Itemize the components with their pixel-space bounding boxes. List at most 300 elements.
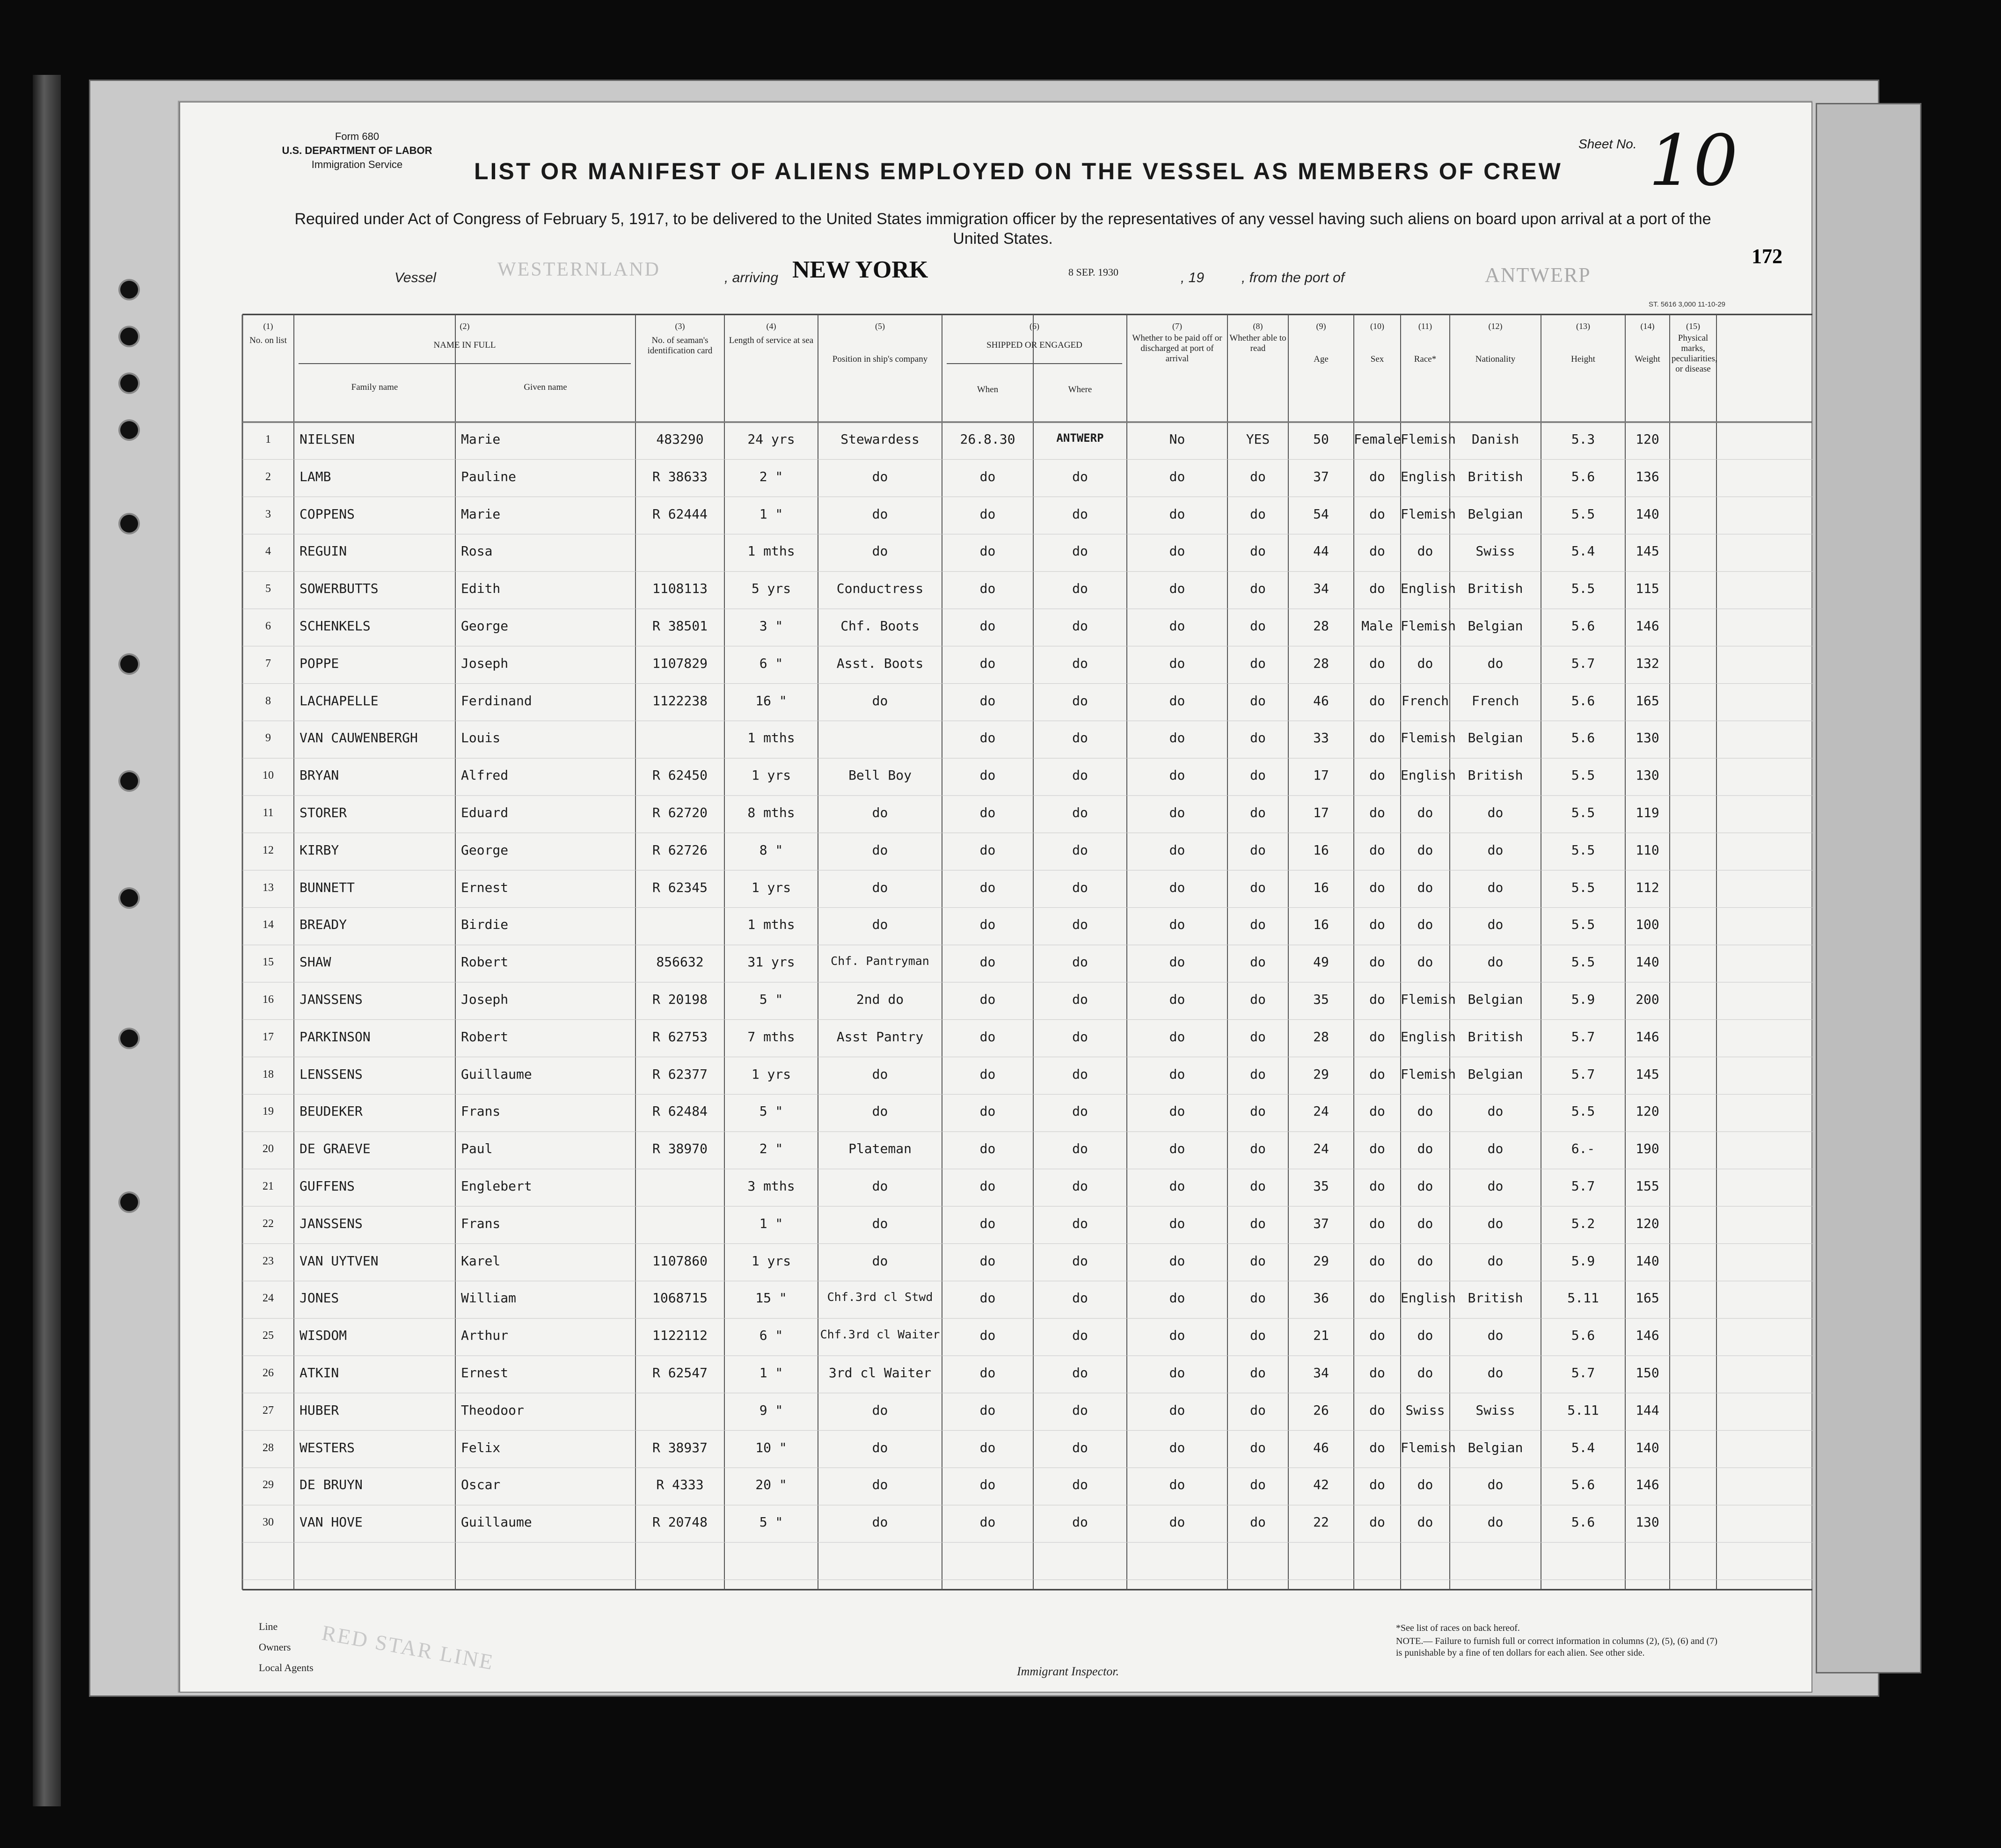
id-card: 1108113 [652, 581, 708, 597]
shipped-where: do [1072, 1328, 1088, 1344]
shipped-where: ANTWERP [1056, 431, 1104, 445]
position: Plateman [848, 1141, 912, 1157]
paid-off: do [1169, 954, 1185, 970]
nationality: do [1487, 1253, 1504, 1269]
sex: do [1369, 581, 1385, 597]
weight: 200 [1636, 992, 1659, 1007]
id-card: R 38501 [652, 618, 708, 634]
able-to-read: do [1250, 879, 1266, 895]
age: 37 [1313, 468, 1329, 484]
row-number: 29 [263, 1479, 274, 1491]
service-length: 2 " [759, 1141, 783, 1157]
column-header: Family name [351, 382, 398, 392]
service-length: 6 " [759, 1328, 783, 1344]
column-header: No. on list [249, 336, 287, 345]
row-number: 30 [263, 1516, 274, 1529]
height: 5.5 [1571, 767, 1595, 783]
position: do [872, 842, 888, 858]
family-name: VAN HOVE [299, 1514, 363, 1530]
position: do [872, 1103, 888, 1119]
row-number: 25 [263, 1329, 274, 1342]
able-to-read: do [1250, 1290, 1266, 1306]
nationality: do [1487, 1328, 1504, 1344]
family-name: BEUDEKER [299, 1103, 363, 1119]
manifest-page [178, 101, 1812, 1693]
nationality: British [1468, 468, 1523, 484]
service-length: 1 " [759, 1365, 783, 1381]
shipped-when: do [979, 1215, 996, 1231]
family-name: WISDOM [299, 1328, 347, 1344]
given-name: Frans [461, 1215, 501, 1231]
shipped-where: do [1072, 1215, 1088, 1231]
service-length: 8 " [759, 842, 783, 858]
height: 5.7 [1571, 1066, 1595, 1082]
service-length: 5 " [759, 992, 783, 1007]
id-card: R 20198 [652, 992, 708, 1007]
weight: 146 [1636, 1477, 1659, 1493]
given-name: Ernest [461, 879, 509, 895]
shipped-when: do [979, 842, 996, 858]
print-code: ST. 5616 3,000 11-10-29 [1649, 300, 1726, 308]
arriving-label: , arriving [724, 270, 779, 285]
punch-hole [120, 515, 138, 533]
able-to-read: do [1250, 1103, 1266, 1119]
age: 29 [1313, 1253, 1329, 1269]
able-to-read: do [1250, 1178, 1266, 1194]
given-name: Ernest [461, 1365, 509, 1381]
id-card: 1107829 [652, 655, 708, 671]
owners-label: Owners [259, 1641, 291, 1653]
service-length: 31 yrs [747, 954, 795, 970]
service-length: 3 " [759, 618, 783, 634]
weight: 144 [1636, 1402, 1659, 1418]
id-card: 483290 [656, 431, 704, 447]
age: 29 [1313, 1066, 1329, 1082]
nationality: do [1487, 954, 1504, 970]
row-number: 11 [263, 807, 274, 819]
age: 16 [1313, 917, 1329, 933]
age: 54 [1313, 506, 1329, 522]
race: do [1417, 1103, 1433, 1119]
shipped-when: do [979, 655, 996, 671]
service-length: 1 mths [747, 917, 795, 933]
given-name: Paul [461, 1141, 493, 1157]
shipped-when: do [979, 1514, 996, 1530]
row-number: 23 [263, 1255, 274, 1267]
nationality: Belgian [1468, 1066, 1523, 1082]
column-number: (8) [1253, 321, 1263, 331]
position: do [872, 1402, 888, 1418]
id-card: R 62726 [652, 842, 708, 858]
height: 5.7 [1571, 655, 1595, 671]
shipped-when: do [979, 1103, 996, 1119]
family-name: PARKINSON [299, 1029, 371, 1045]
service-length: 15 " [755, 1290, 787, 1306]
service-length: 1 " [759, 506, 783, 522]
punch-hole [120, 281, 138, 299]
given-name: Karel [461, 1253, 501, 1269]
family-name: KIRBY [299, 842, 339, 858]
race: Flemish [1401, 618, 1456, 634]
id-card: R 38937 [652, 1439, 708, 1455]
shipped-where: do [1072, 581, 1088, 597]
service-length: 1 " [759, 1215, 783, 1231]
shipped-when: do [979, 1066, 996, 1082]
id-card: 856632 [656, 954, 704, 970]
id-card: 1107860 [652, 1253, 708, 1269]
shipped-where: do [1072, 1439, 1088, 1455]
sex: do [1369, 655, 1385, 671]
shipped-where: do [1072, 1178, 1088, 1194]
column-header: Weight [1635, 354, 1660, 364]
nationality: French [1471, 693, 1519, 709]
service-name: Immigration Service [311, 159, 403, 170]
shipped-when: do [979, 1290, 996, 1306]
family-name: SOWERBUTTS [299, 581, 379, 597]
nationality: Belgian [1468, 1439, 1523, 1455]
given-name: Birdie [461, 917, 509, 933]
paid-off: do [1169, 1290, 1185, 1306]
row-number: 8 [265, 694, 271, 707]
weight: 146 [1636, 1328, 1659, 1344]
height: 5.6 [1571, 1514, 1595, 1530]
race-note: *See list of races on back hereof. [1396, 1623, 1520, 1633]
column-header: SHIPPED OR ENGAGED [986, 340, 1082, 350]
able-to-read: do [1250, 992, 1266, 1007]
shipped-when: do [979, 1439, 996, 1455]
weight: 165 [1636, 1290, 1659, 1306]
column-header: Where [1068, 385, 1092, 394]
shipped-when: do [979, 879, 996, 895]
fine-note: NOTE.— Failure to furnish full or correct information in columns (2), (5), (6) and (7) is punishable by a fine of ten dollars for each alien. See other side. [1396, 1636, 1718, 1658]
position: Asst Pantry [836, 1029, 924, 1045]
given-name: Robert [461, 954, 509, 970]
paid-off: do [1169, 767, 1185, 783]
paid-off: do [1169, 468, 1185, 484]
weight: 190 [1636, 1141, 1659, 1157]
age: 28 [1313, 655, 1329, 671]
paid-off: do [1169, 655, 1185, 671]
height: 5.4 [1571, 543, 1595, 559]
sex: do [1369, 468, 1385, 484]
family-name: SHAW [299, 954, 331, 970]
shipped-where: do [1072, 992, 1088, 1007]
height: 6.- [1571, 1141, 1595, 1157]
race: do [1417, 842, 1433, 858]
height: 5.9 [1571, 1253, 1595, 1269]
sex: do [1369, 730, 1385, 746]
family-name: SCHENKELS [299, 618, 371, 634]
given-name: George [461, 618, 509, 634]
nationality: do [1487, 879, 1504, 895]
row-number: 26 [263, 1367, 274, 1379]
position: do [872, 879, 888, 895]
height: 5.5 [1571, 805, 1595, 820]
age: 28 [1313, 618, 1329, 634]
paid-off: do [1169, 1103, 1185, 1119]
shipped-where: do [1072, 655, 1088, 671]
given-name: Joseph [461, 655, 509, 671]
row-number: 22 [263, 1217, 274, 1230]
nationality: do [1487, 805, 1504, 820]
service-length: 1 yrs [751, 767, 791, 783]
age: 28 [1313, 1029, 1329, 1045]
given-name: William [461, 1290, 517, 1306]
able-to-read: do [1250, 655, 1266, 671]
shipped-when: do [979, 543, 996, 559]
service-length: 5 " [759, 1514, 783, 1530]
id-card: R 38633 [652, 468, 708, 484]
height: 5.6 [1571, 468, 1595, 484]
sex: do [1369, 1141, 1385, 1157]
nationality: Danish [1471, 431, 1519, 447]
height: 5.11 [1567, 1402, 1599, 1418]
shipped-when: do [979, 581, 996, 597]
race: do [1417, 1514, 1433, 1530]
service-length: 3 mths [747, 1178, 795, 1194]
shipped-where: do [1072, 506, 1088, 522]
able-to-read: do [1250, 581, 1266, 597]
column-header: Nationality [1475, 354, 1516, 364]
weight: 165 [1636, 693, 1659, 709]
position: do [872, 1178, 888, 1194]
paid-off: do [1169, 618, 1185, 634]
family-name: VAN UYTVEN [299, 1253, 379, 1269]
nationality: Belgian [1468, 618, 1523, 634]
race: English [1401, 1290, 1456, 1306]
race: do [1417, 1215, 1433, 1231]
inspector-label: Immigrant Inspector. [1017, 1665, 1119, 1678]
weight: 132 [1636, 655, 1659, 671]
shipped-when: do [979, 805, 996, 820]
given-name: Edith [461, 581, 501, 597]
family-name: HUBER [299, 1402, 339, 1418]
able-to-read: do [1250, 1439, 1266, 1455]
height: 5.7 [1571, 1029, 1595, 1045]
punch-hole [120, 328, 138, 345]
shipped-where: do [1072, 1253, 1088, 1269]
race: do [1417, 1178, 1433, 1194]
race: do [1417, 1141, 1433, 1157]
race: English [1401, 1029, 1456, 1045]
able-to-read: YES [1246, 431, 1270, 447]
sex: do [1369, 842, 1385, 858]
paid-off: do [1169, 1029, 1185, 1045]
weight: 120 [1636, 1215, 1659, 1231]
column-number: (9) [1316, 321, 1326, 331]
line-stamp: RED STAR LINE [320, 1620, 496, 1674]
weight: 119 [1636, 805, 1659, 820]
height: 5.6 [1571, 618, 1595, 634]
able-to-read: do [1250, 1066, 1266, 1082]
position: do [872, 1253, 888, 1269]
column-number: (13) [1576, 321, 1590, 331]
sex: do [1369, 1178, 1385, 1194]
column-header: Position in ship's company [832, 354, 928, 364]
paid-off: do [1169, 805, 1185, 820]
position: Stewardess [840, 431, 920, 447]
family-name: GUFFENS [299, 1178, 355, 1194]
family-name: COPPENS [299, 506, 355, 522]
sex: do [1369, 1477, 1385, 1493]
column-number: (4) [766, 321, 776, 331]
service-length: 9 " [759, 1402, 783, 1418]
row-number: 27 [263, 1404, 274, 1417]
shipped-when: do [979, 992, 996, 1007]
family-name: BUNNETT [299, 879, 355, 895]
age: 22 [1313, 1514, 1329, 1530]
service-length: 1 mths [747, 543, 795, 559]
punch-hole [120, 1193, 138, 1211]
service-length: 8 mths [747, 805, 795, 820]
height: 5.5 [1571, 917, 1595, 933]
able-to-read: do [1250, 1402, 1266, 1418]
sex: do [1369, 1365, 1385, 1381]
height: 5.5 [1571, 506, 1595, 522]
paid-off: do [1169, 1514, 1185, 1530]
date-stamp: 8 SEP. 1930 [1068, 266, 1118, 278]
row-number: 3 [265, 508, 271, 520]
height: 5.3 [1571, 431, 1595, 447]
shipped-where: do [1072, 1141, 1088, 1157]
column-header: When [977, 385, 999, 394]
shipped-when: do [979, 954, 996, 970]
family-name: STORER [299, 805, 347, 820]
paid-off: do [1169, 1178, 1185, 1194]
shipped-when: do [979, 506, 996, 522]
paid-off: do [1169, 1328, 1185, 1344]
paid-off: do [1169, 879, 1185, 895]
id-card: R 62547 [652, 1365, 708, 1381]
id-card: R 62377 [652, 1066, 708, 1082]
position: Chf.3rd cl Waiter [820, 1328, 940, 1342]
column-number: (5) [875, 321, 885, 331]
from-label: , from the port of [1241, 270, 1345, 285]
column-number: (15) [1686, 321, 1700, 331]
race: English [1401, 767, 1456, 783]
position: do [872, 1215, 888, 1231]
sex: do [1369, 1290, 1385, 1306]
age: 16 [1313, 842, 1329, 858]
given-name: Louis [461, 730, 501, 746]
row-number: 5 [265, 583, 271, 595]
given-name: Guillaume [461, 1066, 532, 1082]
able-to-read: do [1250, 1365, 1266, 1381]
able-to-read: do [1250, 1328, 1266, 1344]
position: do [872, 1066, 888, 1082]
column-number: (14) [1640, 321, 1655, 331]
row-number: 4 [265, 545, 271, 558]
given-name: Ferdinand [461, 693, 532, 709]
punch-hole [120, 655, 138, 673]
able-to-read: do [1250, 917, 1266, 933]
paid-off: do [1169, 693, 1185, 709]
page-subtitle: Required under Act of Congress of February 5, 1917, to be delivered to the United States immigration officer by the representatives of any vessel having such aliens on board upon arrival at a port of the United States. [294, 210, 1711, 248]
shipped-when: do [979, 693, 996, 709]
nationality: British [1468, 581, 1523, 597]
race: do [1417, 954, 1433, 970]
column-header: Physical marks, peculiarities, or disease [1672, 333, 1717, 374]
race: do [1417, 879, 1433, 895]
id-card: 1122238 [652, 693, 708, 709]
race: do [1417, 1365, 1433, 1381]
shipped-where: do [1072, 693, 1088, 709]
row-number: 18 [263, 1068, 274, 1081]
family-name: JANSSENS [299, 1215, 363, 1231]
scanner-edge [33, 75, 61, 1806]
able-to-read: do [1250, 954, 1266, 970]
age: 49 [1313, 954, 1329, 970]
paid-off: do [1169, 917, 1185, 933]
id-card: 1122112 [652, 1328, 708, 1344]
row-number: 15 [263, 956, 274, 969]
sex: do [1369, 693, 1385, 709]
sex: do [1369, 805, 1385, 820]
age: 34 [1313, 581, 1329, 597]
column-header: Whether to be paid off or discharged at port of arrival [1132, 333, 1222, 364]
row-number: 24 [263, 1292, 274, 1305]
weight: 140 [1636, 1253, 1659, 1269]
line-label: Line [259, 1621, 278, 1632]
position: do [872, 693, 888, 709]
family-name: LACHAPELLE [299, 693, 379, 709]
position: 3rd cl Waiter [828, 1365, 932, 1381]
able-to-read: do [1250, 1215, 1266, 1231]
paid-off: No [1169, 431, 1185, 447]
punch-hole [120, 421, 138, 439]
age: 17 [1313, 767, 1329, 783]
shipped-where: do [1072, 879, 1088, 895]
sex: Female [1354, 431, 1402, 447]
column-header: Race* [1414, 354, 1437, 364]
age: 17 [1313, 805, 1329, 820]
race: Flemish [1401, 730, 1456, 746]
position: Bell Boy [848, 767, 912, 783]
sex: do [1369, 767, 1385, 783]
height: 5.6 [1571, 1477, 1595, 1493]
row-number: 19 [263, 1105, 274, 1118]
paid-off: do [1169, 992, 1185, 1007]
position: do [872, 506, 888, 522]
position: do [872, 1439, 888, 1455]
sex: Male [1361, 618, 1393, 634]
race: do [1417, 1477, 1433, 1493]
column-number: (6) [1030, 321, 1039, 331]
paid-off: do [1169, 1439, 1185, 1455]
position: 2nd do [856, 992, 904, 1007]
shipped-when: do [979, 1253, 996, 1269]
age: 46 [1313, 1439, 1329, 1455]
given-name: Marie [461, 506, 501, 522]
sex: do [1369, 1103, 1385, 1119]
able-to-read: do [1250, 805, 1266, 820]
family-name: BRYAN [299, 767, 339, 783]
id-card: R 62753 [652, 1029, 708, 1045]
sex: do [1369, 506, 1385, 522]
family-name: VAN CAUWENBERGH [299, 730, 418, 746]
height: 5.5 [1571, 1103, 1595, 1119]
paid-off: do [1169, 1365, 1185, 1381]
family-name: ATKIN [299, 1365, 339, 1381]
weight: 100 [1636, 917, 1659, 933]
height: 5.6 [1571, 1328, 1595, 1344]
given-name: Pauline [461, 468, 517, 484]
family-name: BREADY [299, 917, 347, 933]
paid-off: do [1169, 842, 1185, 858]
id-card: R 62720 [652, 805, 708, 820]
given-name: Theodoor [461, 1402, 524, 1418]
given-name: Robert [461, 1029, 509, 1045]
